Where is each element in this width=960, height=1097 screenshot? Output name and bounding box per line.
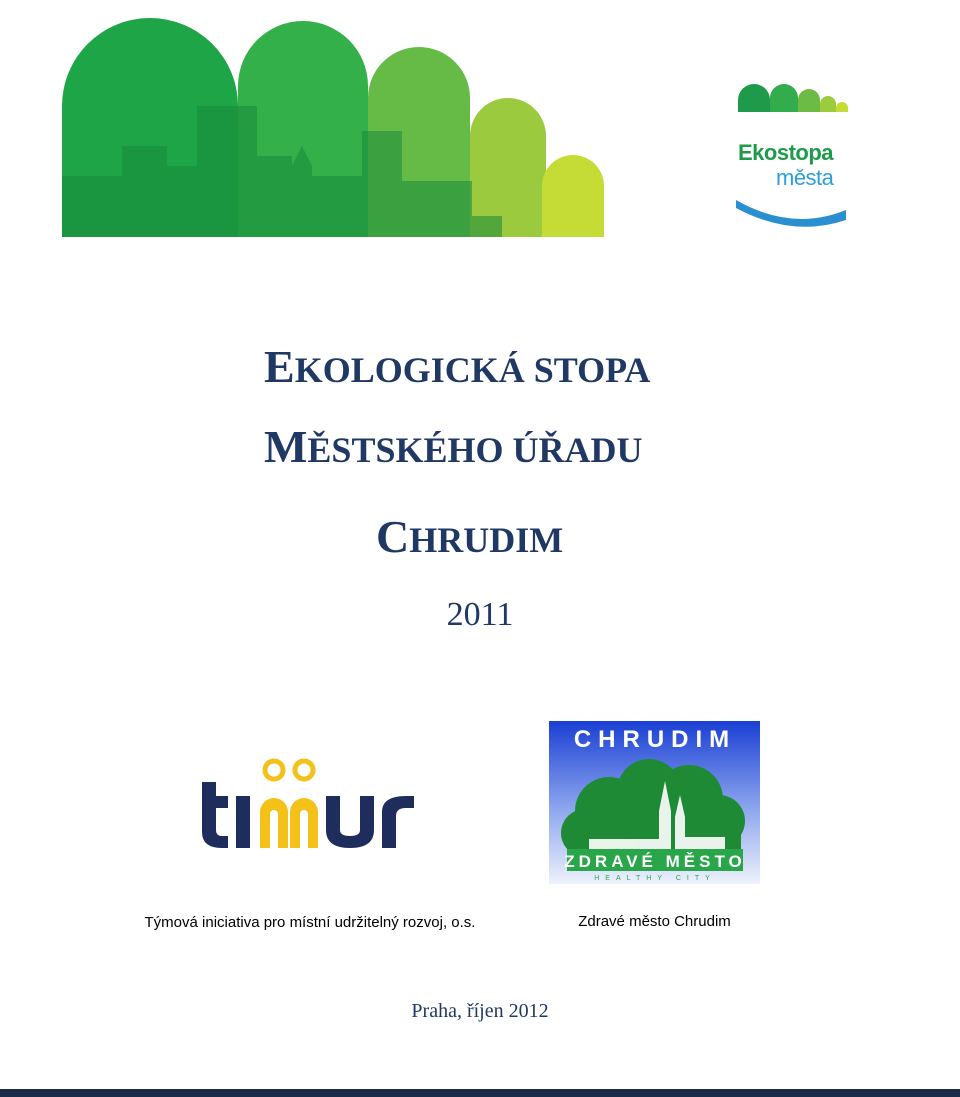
footer-bar <box>0 1089 960 1097</box>
title-line-1: EKOLOGICKÁ STOPA <box>264 341 651 392</box>
ekostopa-logo-word1: Ekostopa <box>738 140 834 165</box>
title-line-2: MĚSTSKÉHO ÚŘADU <box>264 421 643 472</box>
ekostopa-logo-word2: města <box>776 165 834 190</box>
chrudim-logo-top-text: CHRUDIM <box>573 726 737 753</box>
skyline-banner <box>62 6 604 237</box>
title-year: 2011 <box>446 596 514 633</box>
chrudim-logo-graphic <box>549 721 760 884</box>
place-date: Praha, říjen 2012 <box>411 1000 549 1022</box>
chrudim-logo-sub-text: HEALTHY CITY <box>594 875 716 882</box>
chrudim-healthy-city-logo <box>549 721 760 884</box>
chrudim-caption: Zdravé město Chrudim <box>578 913 731 930</box>
title-line-3: CHRUDIM <box>376 511 564 562</box>
chrudim-logo-band-text: ZDRAVÉ MĚSTO <box>564 852 746 871</box>
timur-logo <box>192 752 424 852</box>
timur-caption: Týmová iniciativa pro místní udržitelný rozvoj, o.s. <box>144 914 476 931</box>
